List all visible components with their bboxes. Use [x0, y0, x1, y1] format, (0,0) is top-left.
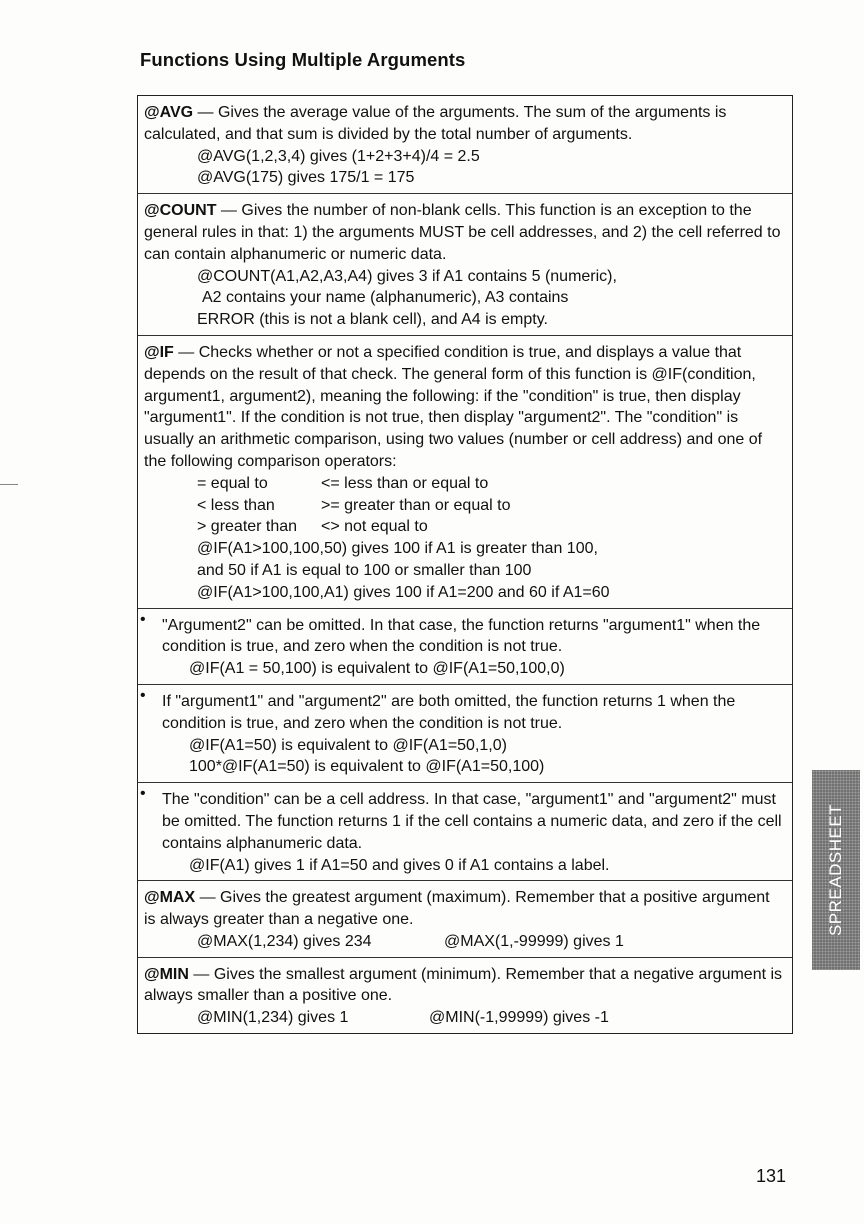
note-text: "Argument2" can be omitted. In that case, the function returns "argument1" when the condition is true, and zero when the condition is not true. [162, 616, 761, 656]
max-description: @MAX — Gives the greatest argument (maximum). Remember that a positive argument is always greater than a negative one. [144, 889, 770, 929]
note-example: @IF(A1) gives 1 if A1=50 and gives 0 if A1 contains a label. [189, 856, 610, 874]
if-note-3 [138, 782, 792, 880]
operator-item: >= greater than or equal to [321, 496, 511, 514]
note-text: The "condition" can be a cell address. In that case, "argument1" and "argument2" must be omitted. The function returns 1 if the cell contains a numeric data, and zero if the cell contains alphanumeric data. [162, 791, 782, 852]
if-cell [138, 335, 792, 608]
if-name: @IF [144, 343, 174, 361]
min-description: @MIN — Gives the smallest argument (minimum). Remember that a negative argument is always smaller than a positive one. [144, 965, 783, 1005]
count-example: ERROR (this is not a blank cell), and A4 is empty. [197, 311, 548, 329]
max-example: @MAX(1,234) gives 234 [197, 932, 372, 950]
max-examples [144, 931, 784, 953]
min-example: @MIN(1,234) gives 1 [197, 1009, 349, 1027]
avg-description: @AVG — Gives the average value of the arguments. The sum of the arguments is calculated, and that sum is divided by the total number of arguments. [144, 104, 727, 143]
bullet-icon: • [140, 610, 146, 628]
note-example: 100*@IF(A1=50) is equivalent to @IF(A1=50,100) [189, 758, 545, 776]
avg-example: @AVG(1,2,3,4) gives (1+2+3+4)/4 = 2.5 [197, 147, 480, 165]
if-description: @IF — Checks whether or not a specified condition is true, and displays a value that depends on the result of that check. The general form of this function is @IF(condition, argument1, argument2), meaning the following: if the "condition" is true, then display "argument1". If the condition is not true, then display "argument2". The "condition" is usually an arithmetic comparison, using two values (number or cell address) and one of the following comparison operators: [144, 343, 763, 470]
avg-name: @AVG [144, 104, 194, 121]
if-note-1 [138, 608, 792, 684]
count-cell [138, 193, 792, 335]
count-example: @COUNT(A1,A2,A3,A4) gives 3 if A1 contains 5 (numeric), [197, 267, 617, 285]
if-example: and 50 if A1 is equal to 100 or smaller than 100 [197, 561, 532, 579]
if-example: @IF(A1>100,100,A1) gives 100 if A1=200 and 60 if A1=60 [197, 583, 610, 601]
count-example: A2 contains your name (alphanumeric), A3 contains [202, 289, 569, 307]
max-name: @MAX [144, 889, 196, 907]
max-example: @MAX(1,-99999) gives 1 [444, 932, 624, 950]
min-example: @MIN(-1,99999) gives -1 [429, 1009, 609, 1027]
page-title: Functions Using Multiple Arguments [140, 49, 466, 70]
operator-item: > greater than [197, 518, 298, 536]
note-text: If "argument1" and "argument2" are both omitted, the function returns 1 when the condition is true, and zero when the condition is not true. [162, 692, 736, 732]
operator-item: <> not equal to [321, 518, 428, 536]
operator-item: = equal to [197, 474, 268, 492]
max-cell [138, 880, 792, 956]
margin-mark [0, 484, 18, 485]
count-description: @COUNT — Gives the number of non-blank cells. This function is an exception to the general rules in that: 1) the arguments MUST be cell addresses, and 2) the cell referred to can contain alphanumeric or numeric data. [144, 202, 781, 263]
page-number: 131 [756, 1166, 787, 1186]
if-note-2 [138, 684, 792, 782]
bullet-icon: • [140, 785, 146, 803]
min-cell [138, 957, 792, 1033]
section-tab-label: SPREADSHEET [826, 803, 845, 937]
operator-list [144, 473, 784, 538]
operator-item: <= less than or equal to [321, 474, 489, 492]
functions-table [137, 95, 793, 1034]
operator-item: < less than [197, 496, 275, 514]
bullet-icon: • [140, 686, 146, 704]
note-example: @IF(A1 = 50,100) is equivalent to @IF(A1=50,100,0) [189, 660, 565, 678]
min-name: @MIN [144, 965, 189, 983]
count-name: @COUNT [144, 202, 217, 220]
avg-cell [138, 96, 792, 193]
avg-example: @AVG(175) gives 175/1 = 175 [197, 169, 415, 187]
min-examples [144, 1007, 784, 1029]
note-example: @IF(A1=50) is equivalent to @IF(A1=50,1,0) [189, 736, 507, 754]
if-example: @IF(A1>100,100,50) gives 100 if A1 is greater than 100, [197, 540, 598, 558]
section-tab [812, 770, 860, 970]
